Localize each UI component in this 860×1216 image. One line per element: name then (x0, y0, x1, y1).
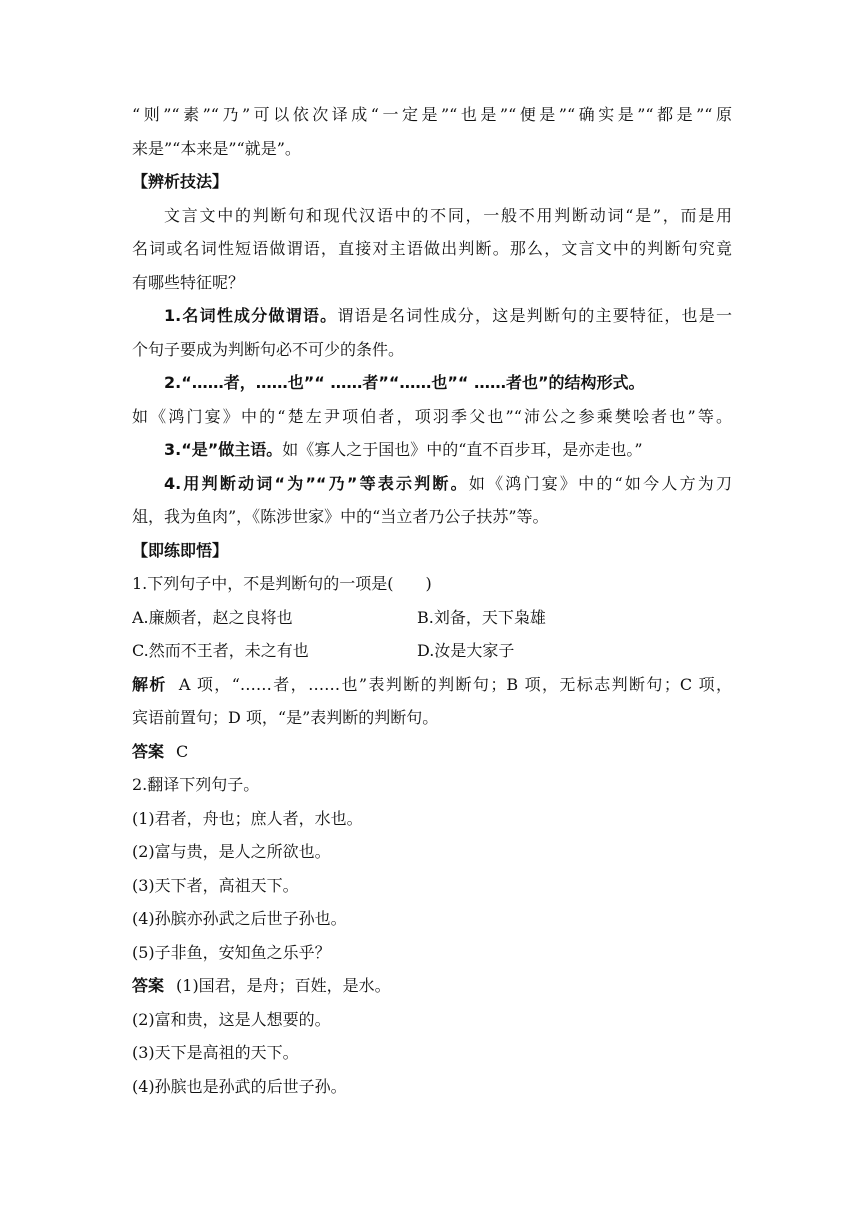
answer-2-item: (4)孙膑也是孙武的后世子孙。 (132, 1076, 347, 1096)
option-a: A.廉颇者，赵之良将也 (132, 607, 293, 627)
answer-2-item: (2)富和贵，这是人想要的。 (132, 1009, 331, 1029)
question-2-stem: 2.翻译下列句子。 (132, 775, 260, 794)
point-4-text: 如《鸿门宴》中的“如今人方为刀 (468, 473, 732, 493)
point-2-title: 2.“……者，……也”“ ……者”“……也”“ ……者也”的结构形式。 (164, 373, 645, 392)
point-1 (132, 299, 732, 333)
point-2 (132, 366, 732, 400)
section-heading-jilian: 【即练即悟】 (132, 540, 229, 560)
question-2-item: (5)子非鱼，安知鱼之乐乎？ (132, 942, 331, 962)
answer-line (132, 735, 732, 769)
point-4-title: 4.用判断动词“为”“乃”等表示判断。 (164, 473, 469, 493)
question-1-options-row (132, 634, 732, 668)
answer-2-line (132, 969, 732, 1003)
option-b: B.刘备，天下枭雄 (417, 607, 546, 627)
answer-2-item: (1)国君，是舟；百姓，是水。 (176, 976, 391, 995)
analysis-line (132, 668, 732, 702)
answer-2-item: (3)天下是高祖的天下。 (132, 1043, 299, 1062)
paragraph-line: 来是”“本来是”“就是”。 (132, 138, 301, 158)
answer-value: C (176, 741, 189, 761)
analysis-line2: 宾语前置句；D 项，“是”表判断的判断句。 (132, 708, 439, 727)
option-d: D.汝是大家子 (417, 641, 515, 660)
paragraph-line: “则”“素”“乃”可以依次译成“一定是”“也是”“便是”“确实是”“都是”“原 (132, 105, 732, 124)
question-2-item: (4)孙膑亦孙武之后世子孙也。 (132, 909, 347, 928)
section-heading-bianxi: 【辨析技法】 (132, 172, 229, 191)
option-c: C.然而不王者，未之有也 (132, 641, 309, 660)
point-1-text: 谓语是名词性成分，这是判断句的主要特征，也是一 (337, 306, 732, 325)
question-2-item: (2)富与贵，是人之所欲也。 (132, 842, 331, 861)
answer-label: 答案 (132, 741, 165, 761)
question-2-item: (1)君者，舟也；庶人者，水也。 (132, 808, 363, 828)
answer-2-label: 答案 (132, 976, 165, 995)
point-1-title: 1.名词性成分做谓语。 (164, 306, 338, 325)
point-3-text: 如《寡人之于国也》中的“直不百步耳，是亦走也。” (282, 440, 643, 459)
question-1-stem: 1.下列句子中，不是判断句的一项是( ) (132, 574, 432, 593)
point-4 (132, 467, 732, 501)
point-3 (132, 433, 732, 467)
intro-line: 名词或名词性短语做谓语，直接对主语做出判断。那么，文言文中的判断句究竟 (132, 239, 732, 258)
analysis-text: A 项，“……者，……也”表判断的判断句；B 项，无标志判断句；C 项， (178, 674, 732, 694)
point-1-line2: 个句子要成为判断句必不可少的条件。 (132, 339, 405, 359)
question-2-item: (3)天下者，高祖天下。 (132, 875, 299, 895)
point-4-line2: 俎，我为鱼肉”，《陈涉世家》中的“当立者乃公子扶苏”等。 (132, 507, 549, 526)
point-2-line2: 如《鸿门宴》中的“楚左尹项伯者，项羽季父也”“沛公之参乘樊哙者也”等。 (132, 406, 732, 426)
document-page (132, 98, 732, 1103)
point-3-title: 3.“是”做主语。 (164, 440, 283, 459)
question-1-options-row (132, 601, 732, 635)
intro-line: 文言文中的判断句和现代汉语中的不同，一般不用判断动词“是”，而是用 (164, 205, 732, 225)
intro-line: 有哪些特征呢？ (132, 272, 245, 292)
analysis-label: 解析 (132, 674, 167, 694)
